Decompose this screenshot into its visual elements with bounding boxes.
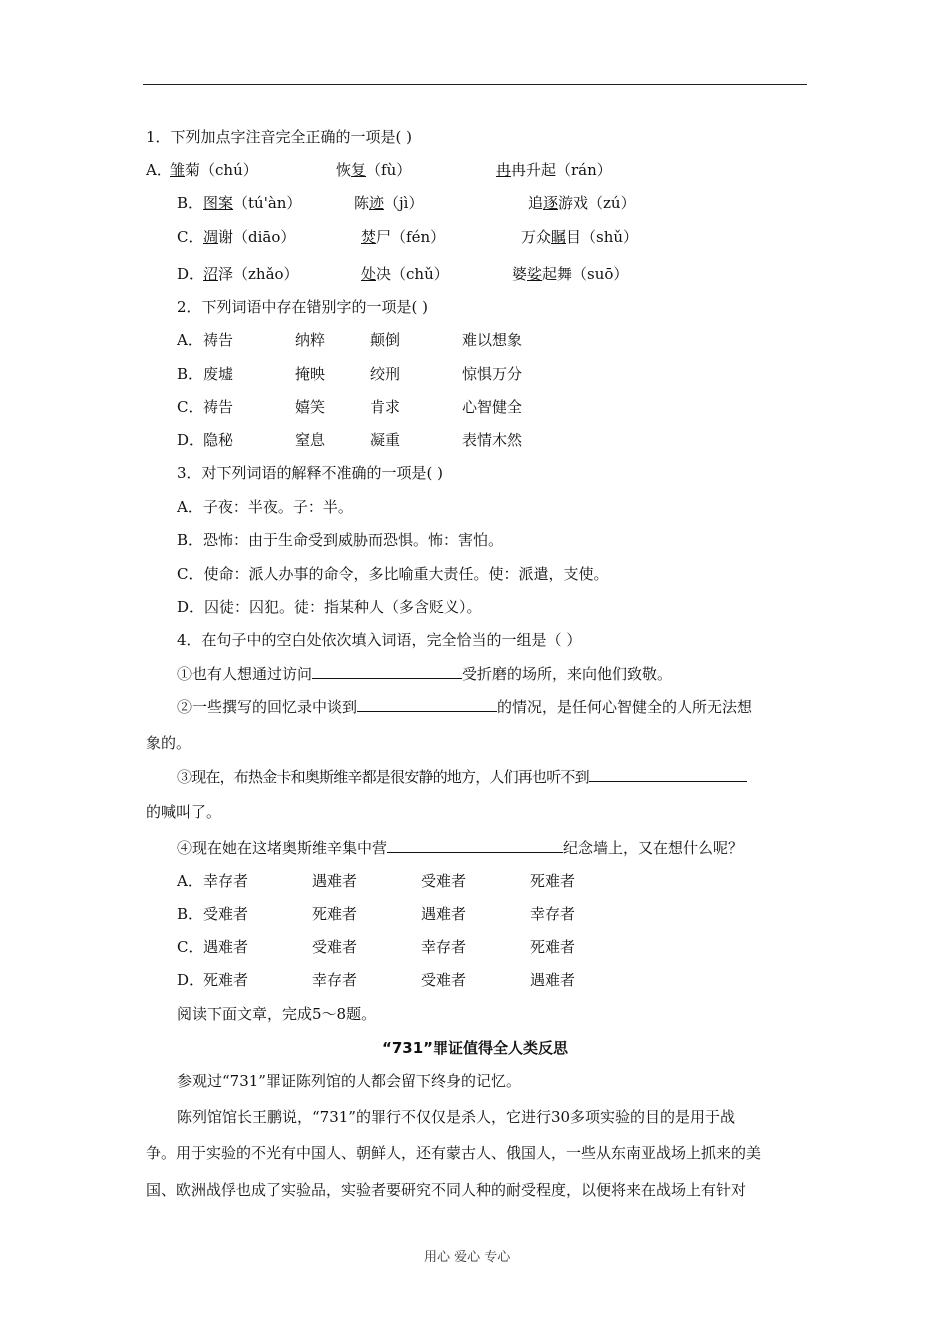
fill-blank-4 <box>387 838 563 853</box>
q1-option-b-item2 <box>354 193 423 213</box>
q1-option-d-item1 <box>203 264 299 284</box>
sentence-text: 受折磨的场所，来向他们致敬。 <box>462 665 673 683</box>
q4-sentence-2-cont: 象的。 <box>146 734 192 752</box>
item-text: 游戏（zú） <box>558 194 636 212</box>
q2-c-label: C． <box>177 398 204 416</box>
fill-blank-2 <box>357 697 497 712</box>
q1-option-b-item3 <box>528 193 636 213</box>
q4-b-label: B． <box>177 905 204 923</box>
passage-paragraph-2-line-2: 争。用于实验的不光有中国人、朝鲜人，还有蒙古人、俄国人，一些从东南亚战场上抓来的美 <box>146 1144 762 1162</box>
q1-stem: 1．下列加点字注音完全正确的一项是( ) <box>146 128 413 146</box>
dotted-char: 处 <box>361 265 377 283</box>
item-text: 起舞（suō） <box>542 265 629 283</box>
sentence-text: 纪念墙上，又在想什么呢？ <box>563 839 744 857</box>
q1-option-a-item1 <box>170 160 258 180</box>
q4-sentence-3 <box>177 767 747 787</box>
item-text: 决（chǔ） <box>376 265 449 283</box>
q2-d-label: D． <box>177 431 205 449</box>
q1-option-c-item2 <box>361 227 445 247</box>
item-text: 陈 <box>354 194 370 212</box>
q4-c-w2: 受难者 <box>312 938 358 956</box>
q1-option-c-label: C． <box>177 228 204 246</box>
q4-a-w3: 受难者 <box>421 872 467 890</box>
dotted-char: 逐 <box>543 194 559 212</box>
dotted-char: 娑 <box>527 265 543 283</box>
q4-c-w1: 遇难者 <box>203 938 249 956</box>
q3-option-b: B．恐怖：由于生命受到威胁而恐惧。怖：害怕。 <box>177 531 504 549</box>
dotted-char: 迹 <box>369 194 385 212</box>
dotted-char: 凋 <box>203 228 219 246</box>
q1-option-a-label: A． <box>146 161 172 179</box>
q2-a-w2: 纳粹 <box>295 331 326 349</box>
q2-a-label: A． <box>177 331 203 349</box>
dotted-char: 焚 <box>361 228 377 246</box>
q2-d-w3: 凝重 <box>370 431 401 449</box>
q2-c-w1: 祷告 <box>203 398 234 416</box>
passage-paragraph-2-line-1: 陈列馆馆长王鹏说，“731”的罪行不仅仅是杀人，它进行30多项实验的目的是用于战 <box>177 1108 736 1126</box>
q2-a-w1: 祷告 <box>203 331 234 349</box>
q1-option-a-item2 <box>336 160 411 180</box>
q2-d-w1: 隐秘 <box>203 431 234 449</box>
q4-sentence-2 <box>177 697 752 717</box>
q2-c-w2: 嬉笑 <box>295 398 326 416</box>
q4-a-w1: 幸存者 <box>203 872 249 890</box>
q4-c-label: C． <box>177 938 204 956</box>
header-rule <box>143 84 807 85</box>
q4-c-w3: 幸存者 <box>421 938 467 956</box>
dotted-char: 沼 <box>203 265 219 283</box>
reading-intro: 阅读下面文章，完成5～8题。 <box>177 1005 377 1023</box>
item-text: 婆 <box>512 265 528 283</box>
passage-paragraph-2-line-3: 国、欧洲战俘也成了实验品，实验者要研究不同人种的耐受程度，以便将来在战场上有针对 <box>146 1181 747 1199</box>
dotted-char: 瞩 <box>551 228 567 246</box>
q4-d-w4: 遇难者 <box>530 971 576 989</box>
q4-d-label: D． <box>177 971 205 989</box>
item-text: 尸（fén） <box>376 228 446 246</box>
dotted-char: 图案 <box>203 194 234 212</box>
item-text: 恢 <box>336 161 352 179</box>
item-text: 泽（zhǎo） <box>218 265 299 283</box>
q4-a-label: A． <box>177 872 203 890</box>
q2-c-w3: 肯求 <box>370 398 401 416</box>
q4-b-w2: 死难者 <box>312 905 358 923</box>
item-text: （jì） <box>384 194 424 212</box>
q4-a-w2: 遇难者 <box>312 872 358 890</box>
q4-c-w4: 死难者 <box>530 938 576 956</box>
item-text: 冉升起（rán） <box>511 161 612 179</box>
q4-d-w3: 受难者 <box>421 971 467 989</box>
q1-option-c-item1 <box>203 227 295 247</box>
sentence-text: 的情况，是任何心智健全的人所无法想 <box>497 698 753 716</box>
q1-option-b-label: B． <box>177 194 204 212</box>
sentence-text: ①也有人想通过访问 <box>177 665 313 683</box>
q4-b-w4: 幸存者 <box>530 905 576 923</box>
q4-b-w3: 遇难者 <box>421 905 467 923</box>
q2-a-w4: 难以想象 <box>462 331 523 349</box>
q1-option-b-item1 <box>203 193 301 213</box>
q1-option-d-item3 <box>512 264 628 284</box>
q3-option-a: A．子夜：半夜。子：半。 <box>177 498 353 516</box>
q2-b-w2: 掩映 <box>295 365 326 383</box>
fill-blank-3 <box>589 767 747 782</box>
item-text: 谢（diāo） <box>218 228 296 246</box>
dotted-char: 雏 <box>170 161 186 179</box>
item-text: 目（shǔ） <box>566 228 639 246</box>
q4-d-w1: 死难者 <box>203 971 249 989</box>
item-text: 追 <box>528 194 544 212</box>
q4-sentence-3-cont: 的喊叫了。 <box>146 803 222 821</box>
q2-stem: 2．下列词语中存在错别字的一项是( ) <box>177 298 429 316</box>
page-footer: 用心 爱心 专心 <box>424 1250 511 1265</box>
q2-d-w2: 窒息 <box>295 431 326 449</box>
q3-stem: 3．对下列词语的解释不准确的一项是( ) <box>177 464 444 482</box>
sentence-text: ②一些撰写的回忆录中谈到 <box>177 698 358 716</box>
q2-b-w1: 废墟 <box>203 365 234 383</box>
item-text: （tú'àn） <box>233 194 302 212</box>
q2-b-label: B． <box>177 365 204 383</box>
dotted-char: 冉 <box>496 161 512 179</box>
q3-option-c: C．使命：派人办事的命令，多比喻重大责任。使：派遣，支使。 <box>177 565 609 583</box>
passage-paragraph-1: 参观过“731”罪证陈列馆的人都会留下终身的记忆。 <box>177 1072 521 1090</box>
dotted-char: 复 <box>351 161 367 179</box>
q4-d-w2: 幸存者 <box>312 971 358 989</box>
q3-option-d: D．囚徒：囚犯。徒：指某种人（多含贬义）。 <box>177 598 482 616</box>
q2-b-w4: 惊惧万分 <box>462 365 523 383</box>
fill-blank-1 <box>312 664 462 679</box>
q2-b-w3: 绞刑 <box>370 365 401 383</box>
q4-sentence-4 <box>177 838 743 858</box>
passage-title: “731”罪证值得全人类反思 <box>382 1039 569 1057</box>
q4-a-w4: 死难者 <box>530 872 576 890</box>
q1-option-d-label: D． <box>177 265 205 283</box>
q4-b-w1: 受难者 <box>203 905 249 923</box>
q2-d-w4: 表情木然 <box>462 431 523 449</box>
sentence-text: ③现在，布热金卡和奥斯维辛都是很安静的地方，人们再也听不到 <box>177 768 589 786</box>
q1-option-a-item3 <box>496 160 612 180</box>
item-text: 万众 <box>521 228 552 246</box>
q2-c-w4: 心智健全 <box>462 398 523 416</box>
item-text: 菊（chú） <box>185 161 258 179</box>
q4-stem: 4．在句子中的空白处依次填入词语，完全恰当的一组是（ ） <box>177 631 582 649</box>
sentence-text: ④现在她在这堵奥斯维辛集中营 <box>177 839 388 857</box>
q2-a-w3: 颠倒 <box>370 331 401 349</box>
item-text: （fù） <box>366 161 412 179</box>
q1-option-d-item2 <box>361 264 449 284</box>
q1-option-c-item3 <box>521 227 638 247</box>
q4-sentence-1 <box>177 664 672 684</box>
